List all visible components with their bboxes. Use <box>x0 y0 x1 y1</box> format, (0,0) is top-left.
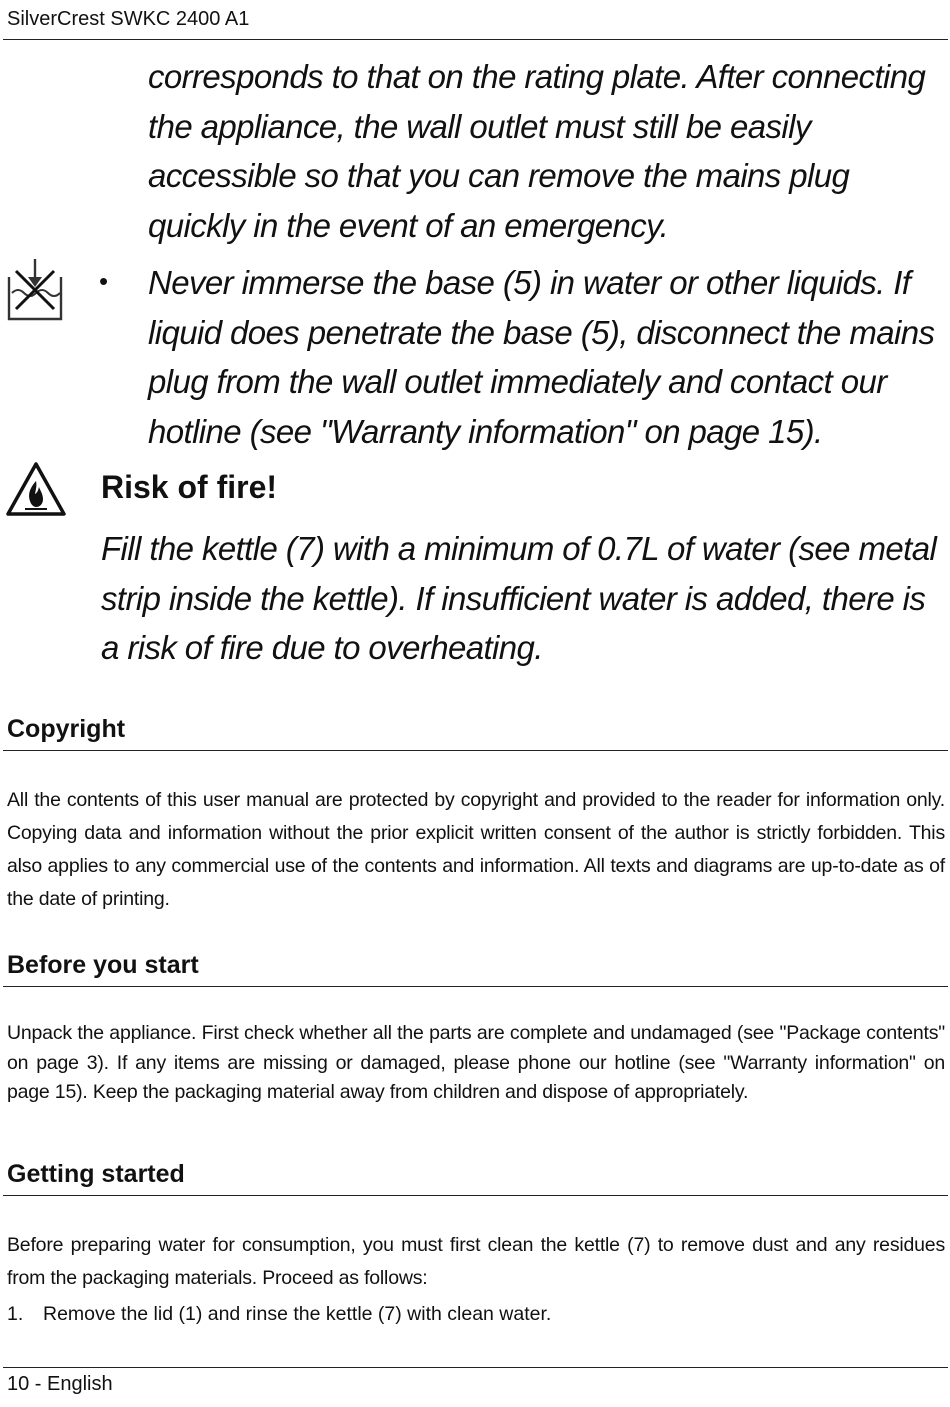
no-immersion-icon <box>6 257 64 328</box>
step-text: Remove the lid (1) and rinse the kettle (7) with clean water. <box>43 1303 552 1325</box>
step-number: 1. <box>7 1303 24 1325</box>
copyright-heading: Copyright <box>7 715 126 743</box>
footer-divider <box>3 1367 948 1368</box>
copyright-divider <box>3 750 948 751</box>
copyright-text: All the contents of this user manual are protected by copyright and provided to the reader for information only. Copying data and information without the prior explicit written consent of the author is strictly forbidden. This also applies to any commercial use of the contents and information. All texts and diagrams are up-to-date as of the date of printing. <box>7 789 945 910</box>
getting-started-divider <box>3 1195 948 1196</box>
before-you-start-heading: Before you start <box>7 951 199 979</box>
header-divider <box>3 39 948 40</box>
before-you-start-divider <box>3 986 948 987</box>
risk-of-fire-heading: Risk of fire! <box>101 469 278 505</box>
risk-of-fire-text: Fill the kettle (7) with a minimum of 0.7L of water (see metal strip inside the kettle). If insufficient water is added, there is a risk of fire due to overheating. <box>101 530 937 666</box>
immerse-warning-text: Never immerse the base (5) in water or other liquids. If liquid does penetrate the base (5), disconnect the mains plug from the wall outlet immediately and contact our hotline (see "Warranty information" on page 15). <box>148 264 935 450</box>
before-you-start-text: Unpack the appliance. First check whether all the parts are complete and undamaged (see "Package contents" on page 3). If any items are missing or damaged, please phone our hotline (see "Warranty information" on page 15). Keep the packaging material away from children and dispose of appropriately. <box>7 1022 945 1103</box>
page-footer-label: 10 - English <box>7 1373 113 1395</box>
fire-warning-icon <box>5 461 67 522</box>
step-item <box>7 1303 551 1326</box>
safety-continued-text: corresponds to that on the rating plate. After connecting the appliance, the wall outlet must still be easily accessible so that you can remove the mains plug quickly in the event of an emergency. <box>148 58 926 244</box>
getting-started-heading: Getting started <box>7 1160 185 1188</box>
getting-started-text: Before preparing water for consumption, you must first clean the kettle (7) to remove dust and any residues from the packaging materials. Proceed as follows: <box>7 1234 945 1289</box>
page-header-title: SilverCrest SWKC 2400 A1 <box>7 8 250 30</box>
bullet-marker: • <box>99 266 109 296</box>
